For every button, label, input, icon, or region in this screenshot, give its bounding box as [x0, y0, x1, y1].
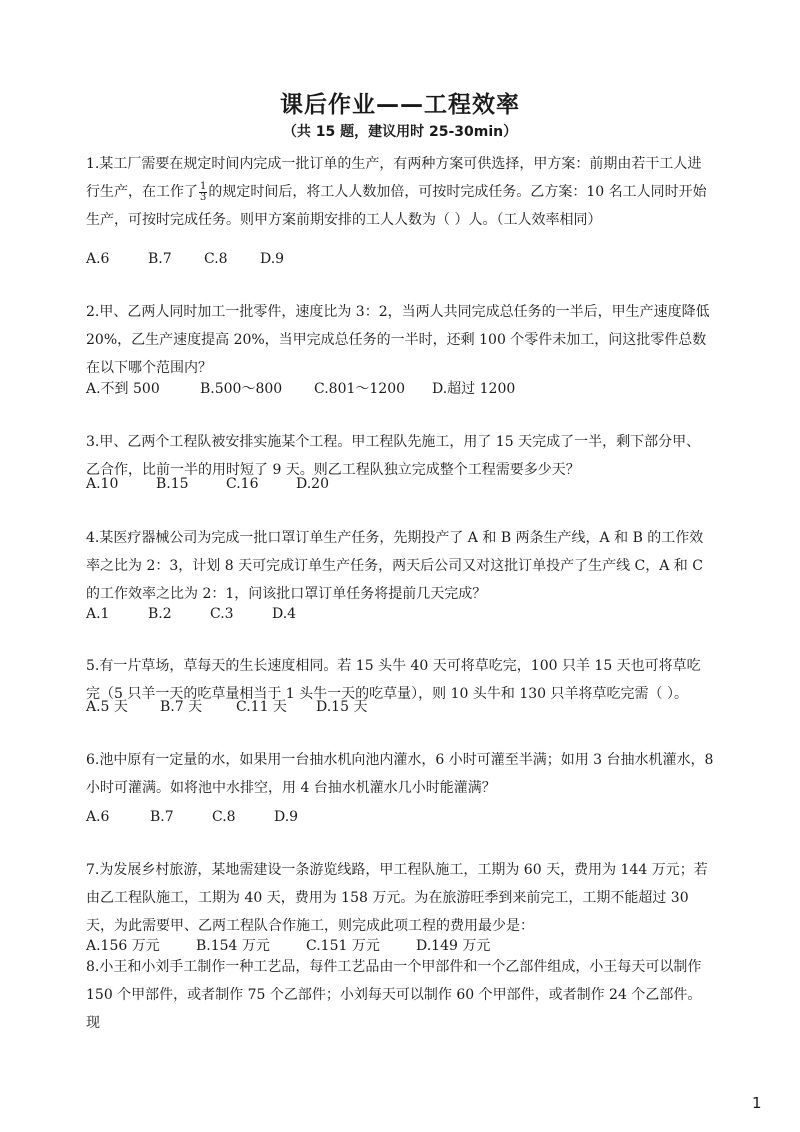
option-a[interactable]: A.1: [86, 606, 110, 622]
question-5-text: 5.有一片草场，草每天的生长速度相同。若 15 头牛 40 天可将草吃完，100 只羊 15 天也可将草吃完（5 只羊一天的吃草量相当于 1 头牛一天的吃草量），则 10 头牛和 130 只羊将草吃完需（ ）。: [86, 658, 701, 702]
option-b[interactable]: B.154 万元: [196, 938, 270, 954]
question-4: [86, 524, 714, 608]
option-b[interactable]: B.15: [156, 476, 189, 492]
option-b[interactable]: B.500～800: [200, 381, 283, 397]
question-4-text: 4.某医疗器械公司为完成一批口罩订单生产任务，先期投产了 A 和 B 两条生产线，A 和 B 的工作效率之比为 2：3，计划 8 天可完成订单生产任务，两天后公司又对这批订单投产了生产线 C，A 和 C 的工作效率之比为 2：1，问该批口罩订单任务将提前几天完成？: [86, 530, 704, 602]
question-3-options: [86, 474, 329, 494]
fraction-denominator: 3: [200, 191, 207, 203]
option-c[interactable]: C.16: [226, 476, 259, 492]
question-8: [86, 953, 714, 1037]
option-a[interactable]: A.6: [86, 251, 110, 267]
option-a[interactable]: A.不到 500: [86, 381, 160, 397]
option-d[interactable]: D.9: [260, 251, 285, 267]
option-a[interactable]: A.10: [86, 476, 119, 492]
question-6: [86, 746, 714, 802]
option-a[interactable]: A.156 万元: [86, 938, 160, 954]
question-6-text: 6.池中原有一定量的水，如果用一台抽水机向池内灌水，6 小时可灌至半满；如用 3 台抽水机灌水，8 小时可灌满。如将池中水排空，用 4 台抽水机灌水几小时能灌满？: [86, 752, 714, 796]
fraction-one-third: [199, 182, 207, 203]
page-subtitle: （共 15 题，建议用时 25-30min）: [282, 124, 518, 140]
option-d[interactable]: D.20: [296, 476, 329, 492]
question-4-options: [86, 604, 296, 624]
page-number: 1: [752, 1094, 762, 1112]
option-c[interactable]: C.801～1200: [314, 381, 406, 397]
option-d[interactable]: D.超过 1200: [432, 381, 516, 397]
option-d[interactable]: D.9: [274, 809, 299, 825]
option-d[interactable]: D.149 万元: [416, 938, 491, 954]
option-b[interactable]: B.2: [148, 606, 172, 622]
option-b[interactable]: B.7: [150, 809, 174, 825]
question-2: [86, 298, 714, 382]
option-a[interactable]: A.6: [86, 809, 110, 825]
question-5-options: [86, 697, 367, 717]
option-c[interactable]: C.151 万元: [306, 938, 380, 954]
option-a[interactable]: A.5 天: [86, 699, 128, 715]
question-7: [86, 856, 714, 940]
question-1: [86, 150, 714, 234]
question-7-text: 7.为发展乡村旅游，某地需建设一条游览线路，甲工程队施工，工期为 60 天，费用为 144 万元；若由乙工程队施工，工期为 40 天，费用为 158 万元。为在旅游旺季到来前完工，工期不能超过 30 天，为此需要甲、乙两工程队合作施工，则完成此项工程的费用最少是：: [86, 862, 708, 934]
page-title: 课后作业——工程效率: [280, 92, 520, 118]
question-6-options: [86, 807, 298, 827]
fraction-numerator: 1: [200, 180, 207, 192]
option-d[interactable]: D.4: [272, 606, 297, 622]
option-b[interactable]: B.7: [148, 251, 172, 267]
option-c[interactable]: C.8: [212, 809, 236, 825]
question-3-text: 3.甲、乙两个工程队被安排实施某个工程。甲工程队先施工，用了 15 天完成了一半，剩下部分甲、乙合作，比前一半的用时短了 9 天。则乙工程队独立完成整个工程需要多少天？: [86, 434, 701, 478]
option-d[interactable]: D.15 天: [316, 699, 368, 715]
question-1-text-part1: 1.某工厂需要在规定时间内完成一批订单的生产，有两种方案可供选择，甲方案：前期由若干工人进行生产，在工作了: [86, 156, 702, 200]
question-8-text: 8.小王和小刘手工制作一种工艺品，每件工艺品由一个甲部件和一个乙部件组成，小王每天可以制作 150 个甲部件，或者制作 75 个乙部件；小刘每天可以制作 60 个甲部件，或者制作 24 个乙部件。现: [86, 959, 702, 1031]
option-c[interactable]: C.8: [204, 251, 228, 267]
question-2-text: 2.甲、乙两人同时加工一批零件，速度比为 3：2，当两人共同完成总任务的一半后，甲生产速度降低 20%，乙生产速度提高 20%，当甲完成总任务的一半时，还剩 100 个零件未加工，问这批零件总数在以下哪个范围内？: [86, 304, 710, 376]
option-b[interactable]: B.7 天: [160, 699, 203, 715]
option-c[interactable]: C.3: [210, 606, 234, 622]
question-2-options: [86, 379, 515, 399]
question-1-options: [86, 249, 284, 269]
question-1-text: [86, 150, 714, 234]
question-1-text-part2: 的规定时间后，将工人人数加倍，可按时完成任务。乙方案：10 名工人同时开始生产，可按时完成任务。则甲方案前期安排的工人人数为（ ）人。（工人效率相同）: [86, 184, 707, 228]
option-c[interactable]: C.11 天: [236, 699, 287, 715]
